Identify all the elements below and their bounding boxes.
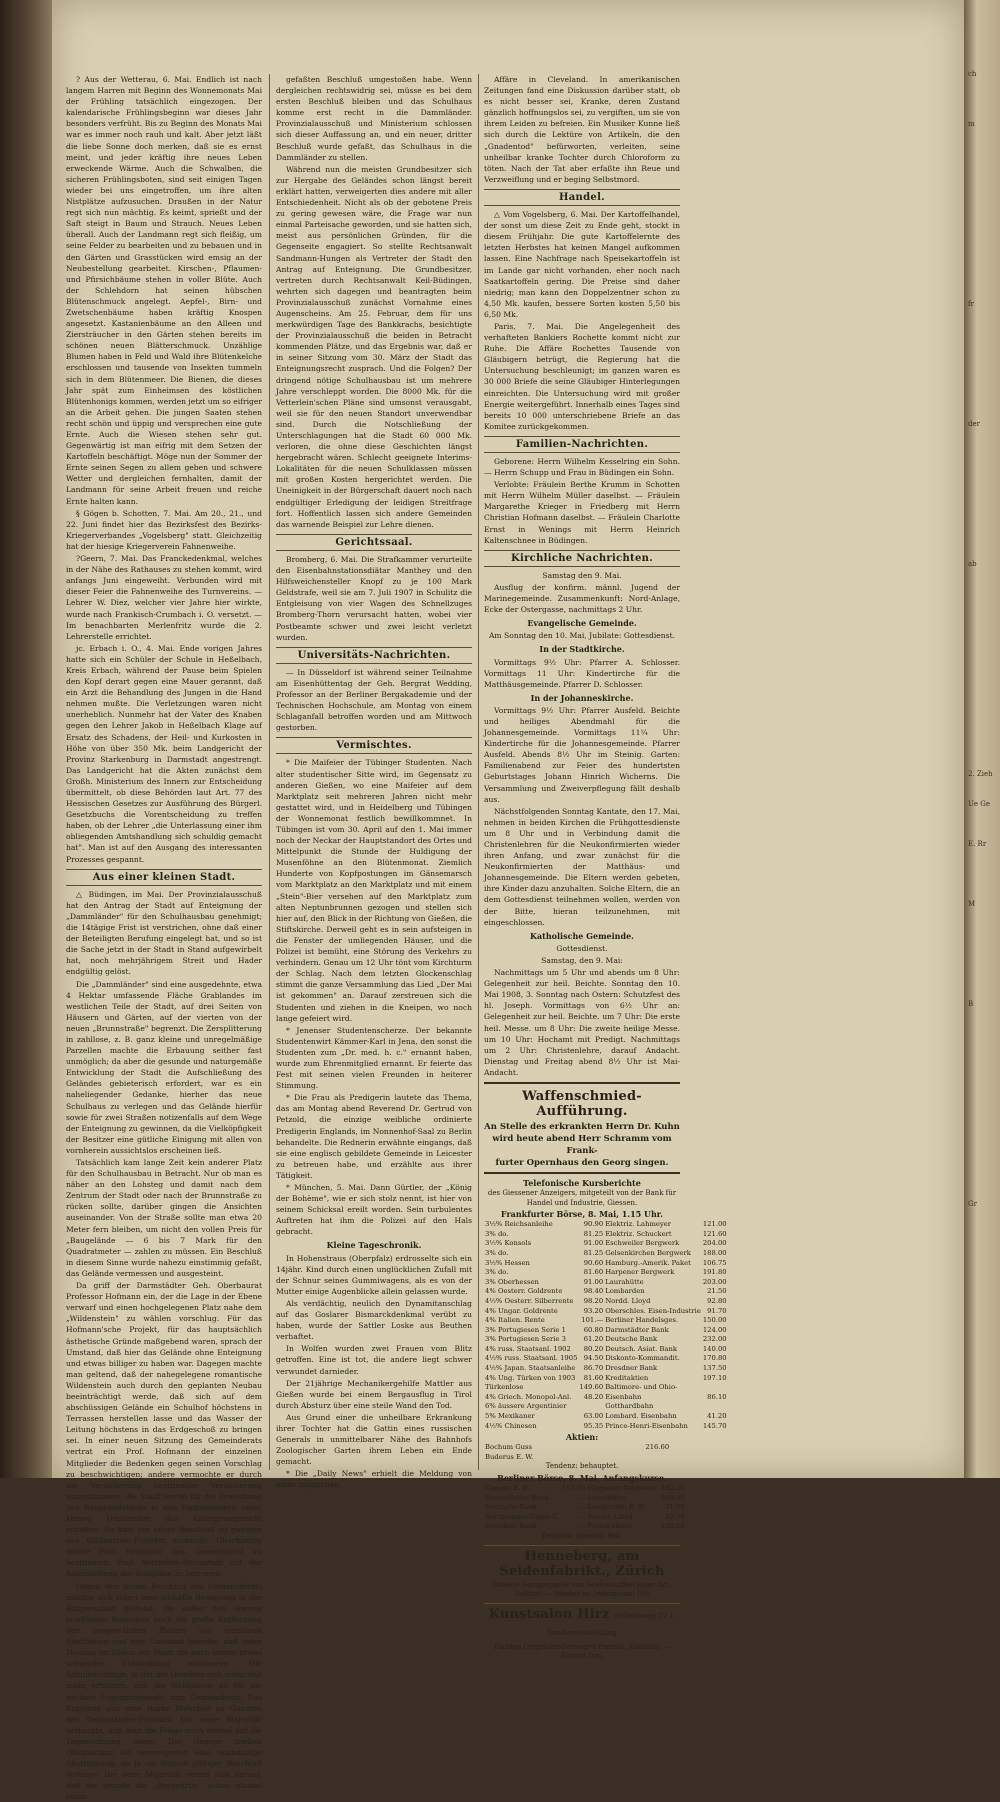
aktien-table [484,1443,680,1462]
article-buedingen-cont-1: gefaßten Beschluß umgestoßen habe. Wenn dergleichen rechtswidrig sei, müsse es bei dem ersten Beschluß bleiben und das Schulhaus komme erst recht in die Dammländer. Provinzialausschuß und Ministerium schlossen sich dieser Auffassung an, und ein neuer, dritter Beschluß wurde gefaßt, das Schulhaus in die Dammländer zu stellen. [276,75,472,162]
table-cell: 149.60 [579,1383,604,1392]
table-cell [578,1402,604,1412]
table-cell: Laurahütte [605,1277,644,1286]
ad-waffenschmied [484,1082,680,1174]
table-row [484,1278,728,1288]
article-buedingen-3: Tatsächlich kam lange Zeit kein anderer Platz für den Schulhausbau in Betracht. Nur ob man es näher an den Lohsteg und damit nach dem Zentrum der Stadt oder nach der Brunnstraße zu rücken sollte, darüber gingen die Ansichten auseinander. Von der Straße sollte man etwa 20 Meter fern bleiben, um nicht den vollen Preis für „Baugelände — 6 bis 7 Mark für den Quadratmeter — zahlen zu müssen. Ein Beschluß in diesem Sinne wurde nahezu einstimmig gefaßt, das Gelände vermessen und ausgesteint. [66,1158,262,1278]
table-row [484,1393,728,1403]
table-cell: 3½% Reichsanleihe [485,1220,553,1229]
ad-henneberg [484,1549,680,1600]
edge-fragment: Ue Ge [968,800,991,808]
article-predigerin: * Die Frau als Predigerin lautete das Thema, das am Montag abend Reverend Dr. Gertrud von Petzold, die einzige weibliche ordinierte Predigerin Englands, im Nonnenhof-Saal zu Berlin behandelte. Die Rednerin erwähnte eingangs, daß sie eine englisch gebildete Gemeinde in Leicester zu betreuen habe, und erzählte aus ihrer Tätigkeit. [276,1093,472,1180]
table-row [484,1287,728,1297]
table-cell: 91.00 [583,1277,604,1286]
table-cell: 81.60 [583,1268,604,1277]
table-row [484,1239,728,1249]
ad-henneberg-title: Henneberg, am Seidenfabrikt., Zürich [499,1548,665,1579]
table-cell: 150.10 [660,1522,685,1531]
divider [484,1603,680,1604]
article-vogelsberg: △ Vom Vogelsberg, 6. Mai. Der Kartoffelhandel, der sonst um diese Zeit zu Ende geht, stockt in diesem Frühjahr. Die gute Kartoffelernte des letzten Herbstes hat keinen Mangel aufkommen lassen. Eine Nachfrage nach Speisekartoffeln ist im Lande gar nicht vorhanden, eher noch nach Saatkartoffeln gering. Die Preise sind daher niedrig; man kann den Doppelzentner schon zu 4,50 Mk. kaufen, bessere Sorten kosten 5,50 bis 6,50 Mk. [484,210,680,319]
table-row [484,1383,728,1393]
table-cell [702,1402,728,1412]
table-row [484,1354,728,1364]
table-cell: 3% Portugiesen Serie 1 [485,1325,566,1334]
section-heading-handel: Handel. [484,189,680,206]
section-heading-tageschronik: Kleine Tageschronik. [326,1240,422,1251]
table-row [484,1422,728,1432]
edge-fragment: ch [968,70,977,78]
section-heading-vermischtes: Vermischtes. [276,737,472,754]
church-note: Nächstfolgenden Sonntag Kantate, den 17. Mai, nehmen in beiden Kirchen die Frühgottesdienste um 8 Uhr und in Verbindung damit die Christenlehren für die Neukonfirmierten wieder ihren Anfang, und zwar zunächst für die Neukonfirmierten der Matthäus- und Johannesgemeinde. Die Eltern werden gebeten, ihre Kinder dazu anzuhalten. Solche Eltern, die an dem Gottesdienst teilnehmen wollen, werden von der Bitte, hieran teilzunehmen, mit eingeschlossen. [484,806,680,927]
next-page-edge [964,0,1000,1478]
section-heading-kleine-stadt: Aus einer kleinen Stadt. [66,869,262,886]
column-rule-1 [269,74,270,1470]
article-buedingen-2: Die „Dammländer" sind eine ausgedehnte, etwa 4 Hektar umfassende Fläche Grablandes im westlichen Teile der Stadt, auf drei Seiten von Häusern und Gärten, auf der vierten von der neuen „Brunnstraße" begrenzt. Die Zersplitterung in zahllose, z. B. ganz kleine und unregelmäßige Parzellen machte die Erbauung seither fast unmöglich; da aber die gesunde und naturgemäße Entwicklung der Stadt die Aufschließung des Geländes gebieterisch erfordert, war es ein naheliegender Gedanke, hierher das neue Schulhaus zu verlegen und das Gelände hierfür sowie für zwei Straßen notizenfalls auf dem Wege der Enteignung zu gewinnen, da die Vielköpfigkeit der Besitzer eine gütliche Einigung mit allen von vornherein aussichtslos erscheinen ließ. [66,979,262,1155]
table-cell: 95.35 [583,1421,604,1430]
table-cell: 90.60 [583,1258,604,1267]
chronik-item: Als verdächtig, neulich den Dynamitanschlag auf das Goslarer Bismarckdenkmal verübt zu haben, wurde der Sattler Loske aus Beuthen verhaftet. [276,1298,472,1342]
table-cell: 92.70 [665,1512,685,1521]
table-cell: 101.— [581,1316,604,1325]
edge-fragment: der [968,420,980,428]
ad-line: An Stelle des erkrankten Herrn Dr. Kuhn [484,1121,680,1132]
tendency-1: Tendenz: behauptet. [545,1462,619,1471]
table-cell: 4½% russ. Staatsanl. 1905 [485,1354,578,1363]
table-row [484,1513,686,1523]
article-erbach: jc. Erbach i. O., 4. Mai. Ende vorigen Jahres hatte sich ein Schüler der Schule in Heßelbach, Kreis Erbach, während der Pause beim Spielen den Kopf derart gegen eine Mauer gerannt, daß ein Arzt die Behandlung des Jungen in die Hand nehmen mußte. Die Verletzungen waren nicht unerheblich. Nunmehr hat der Vater des Knaben gegen den Lehrer Jakob in Heßelbach Klage auf Ersatz des Schadens, der Heil- und Kurkosten in Höhe von über 350 Mk. beim Landgericht der Provinz Starkenburg in Darmstadt angestrengt. Das Landgericht hat die Akten zunächst dem Großh. Ministerium des Innern zur Entscheidung übermittelt, ob diese Behörden laut Art. 77 des Hessischen Gesetzes zur Ausführung des Bürgerl. Gesetzbuchs die Vorentscheidung zu treffen haben, ob der Lehrer „die Unterlassung einer ihm obliegenden Amtshandlung sich schuldig gemacht hat". Man ist auf den Ausgang des interessanten Prozesses gespannt. [66,643,262,864]
table-cell: 191.80 [702,1268,727,1277]
table-row [484,1268,728,1278]
table-cell: Dortmunder-Union C. [485,1512,560,1521]
table-cell: 94.50 [583,1354,604,1363]
table-cell: 90.90 [583,1220,604,1229]
chronik-item: Der 21jährige Mechanikergehilfe Mattler aus Gießen wurde bei einem Bergausflug in Tirol durch Absturz über eine steile Wand den Tod. [276,1378,472,1410]
table-cell: 4% Griech. Monopol-Anl. [485,1392,572,1401]
table-cell: Oberschles. Eisen-Industrie [605,1306,701,1315]
table-row [484,1297,728,1307]
table-cell: 4% russ. Staatsanl. 1902 [485,1344,571,1353]
table-cell: 203.00 [702,1277,727,1286]
table-row [484,1494,686,1504]
ad-henneberg-line: Direkte Bezugsquelle von Seidenstoffen jeder Art. [493,1580,671,1589]
table-cell: Canada E. B. [485,1484,530,1492]
table-cell: 192.30 [660,1484,685,1492]
subheading-katholisch: Katholische Gemeinde. [530,930,634,941]
catholic-services: Nachmittags um 5 Uhr und abends um 8 Uhr: Gelegenheit zur heil. Beichte. Sonntag den 10. Mai 1908, 3. Sonntag nach Ostern: Schutzfest des hl. Joseph. Vormittags von 6½ Uhr an: Gelegenheit zur heil. Beichte. um 7 Uhr: Die erste heil. Messe. um 8 Uhr: Die zweite heilige Messe. um 10 Uhr: Hochamt mit Predigt. Nachmittags um 2 Uhr: Christenlehre, darauf Andacht. Dienstag und Freitag abend 8½ Uhr ist Mai-Andacht. [484,968,680,1077]
table-cell: 121.60 [702,1229,727,1238]
table-cell: Türkenlose [485,1383,524,1392]
table-cell: 5% Mexikaner [485,1412,535,1421]
family-engagements: Verlobte: Fräulein Berthe Krumm in Schotten mit Herrn Wilhelm Müller daselbst. — Fräulein Margarethe Krieger in Friedberg mit Herrn Christian Hofmann daselbst. — Fräulein Charlotte Ernst in Wenings mit Herrn Heinrich Kaltenschnee in Büdingen. [484,480,680,545]
ad-line: furter Opernhaus den Georg singen. [495,1157,669,1168]
table-cell: Darmstädter Bank [605,1325,669,1334]
table-cell: 188.00 [702,1248,727,1257]
table-cell: Dresdner Bank [485,1522,537,1531]
edge-fragment: M [968,900,976,908]
edge-fragment: ab [968,560,977,568]
table-cell: 93.20 [583,1306,604,1315]
column-3 [484,74,727,1661]
evangelical-date: Am Sonntag den 10. Mai, Jubilate: Gottesdienst. [488,631,676,641]
chronik-item: In Wolfen wurden zwei Frauen vom Blitz getroffen. Eine ist tot, die andere liegt schwer verwundet darnieder. [276,1344,472,1376]
table-cell: 106.75 [702,1258,727,1267]
table-cell: 86.10 [707,1392,727,1401]
table-cell: 6% äussere Argentinier [485,1402,567,1411]
table-cell: Lombarden E. B. [587,1503,646,1512]
table-cell: 21.50 [707,1287,727,1296]
table-cell: Prince-Henri-Eisenbahn [605,1421,688,1430]
article-paris: Paris, 7. Mai. Die Angelegenheit des verhafteten Bankiers Rochette kommt nicht zur Ruhe. Die Affäre Rochettes Tausende von Gläubigern betrügt, die Regierung hat die Untersuchung beschleunigt; im ganzen waren es 30 000 Briefe die seine Gläubiger Hinterlegungen einreichten. Die Untersuchung wird mit großer Energie weitergeführt. Innerhalb eines Tages sind bereits 10 000 unterschriebene Briefe an das Komitee zurückgekommen. [484,321,680,431]
table-cell: Harpener Bergwerk [605,1268,675,1277]
table-cell [702,1383,728,1393]
table-cell: 3½% Konsols [485,1239,532,1248]
edge-fragment: E. Rr [968,840,987,848]
section-heading-gerichtssaal: Gerichtssaal. [276,534,472,551]
table-row [484,1345,728,1355]
table-cell: 3% Portugiesen Serie 3 [485,1335,566,1344]
table-cell: 98.20 [583,1296,604,1305]
family-births: Geborene: Herrn Wilhelm Kesselring ein Sohn. — Herrn Schupp und Frau in Büdingen ein Sohn. [484,457,680,478]
table-cell: 232.00 [702,1335,727,1344]
tendency-2: Tendenz: ziemlich fest. [541,1531,623,1540]
article-buedingen-cont-2: Während nun die meisten Grundbesitzer sich zur Hergabe des Geländes schon längst bereit erklärt hatten, verweigerten dies andere mit aller Entschiedenheit. Nicht als ob der gebotene Preis zu gering gewesen wäre, die Frage war nun einmal Parteisache geworden, und sie hatten sich, meist aus persönlichen Gründen, für die Gegenseite engagiert. So stellte Rechtsanwalt Sandmann-Hungen als Vertreter der Stadt den Antrag auf Enteignung. Die Grundbesitzer, vertreten durch Rechtsanwalt Keil-Büdingen, wehrten sich dagegen und beantragten beim Provinzialausschuß zunächst Vornahme eines Augenscheins. Am 25. Februar, dem für uns merkwürdigen Tage des Bankkrachs, besichtigte der Provinzialausschuß die beiden in Betracht kommenden Plätze, und das Ergebnis war, daß er in seiner Sitzung vom 30. März der Stadt das Enteignungsrecht zusprach. Und die Folgen? Der dringend nötige Schulhausbau ist um mehrere Jahre verschleppt worden. Die 8000 Mk. für die Vetterlein'schen Pläne sind umsonst verausgabt, weil sie für den neuen Standort unverwendbar sind. Durch die Notschließung der Unterschlagungen hat die Stadt 60 000 Mk. verloren, die ohne diese Geschichten längst hergebracht wären. Schlecht geeignete Interims-Lokalitäten für die neuen Schulklassen müssen mit großen Kosten hergerichtet werden. Die Uneinigkeit in der Bürgerschaft dauert noch nach endgültiger Erledigung der leidigen Streitfrage fort. Hoffentlich lassen sich andere Gemeinden das warnende Beispiel zur Lehre dienen. [276,164,472,529]
edge-fragment: m [968,120,975,128]
church-date: Samstag den 9. Mai. [542,570,622,580]
table-row [484,1412,728,1422]
chronik-item: * Die „Daily News" erhielt die Meldung von einer tragischen [276,1469,472,1490]
table-cell: 140.00 [702,1344,727,1353]
table-cell [675,1453,680,1463]
table-cell: 81.60 [583,1373,604,1382]
frankfurt-table [484,1220,728,1431]
article-buedingen-4: Da griff der Darmstädter Geh. Oberbaurat Professor Hofmann ein, der die Lage in der Ebene verwarf und einen hochgelegenen Platz nahe dem „Wildenstein" zu wählen vorschlug. Für das Hofmann'sche Projekt, für das hauptsächlich ästhetische Gründe maßgebend waren, sprach der Umstand, daß hier das Gelände ohne Enteignung und etwas billiger zu haben war. Dagegen machte man geltend, daß der nahegelegene romantische Wildenstein auch durch den geplanten Neubau beeinträchtigt werde, daß sich auf dem abschüssigen Gelände ein Schulhof höchstens in Terrassen herstellen lasse und das Wasser der Leitung höchstens in das Erdgeschoß zu bringen sei. In einer neuen Sitzung des Gemeinderats vertrat ein Prof. Hofmann der einzelnen Mitglieder die Bedenken gegen seinen Vorschlag zu beschwichtigen; andere vermochte er durch die Versicherung bestimmter Versicherung umzustimmen, die Stadt werde für die Erwerbung des Baugrundstücks in den Dammländern unter keinen Umständen das Enteignungsrecht erhalten. So kam ein neuer Beschluß zu gunsten des Wildenstein-Projekts zustande. Gleichzeitig wußte Prof. Hofmann den Gemeinderat zu bestimmen, Prof. Vetterlein-Darmstadt mit der Ausarbeitung der Baupläne zu betrauen. [66,1281,262,1579]
table-cell: 3% Oberhessen [485,1277,539,1286]
table-row [484,1307,728,1317]
section-heading-kirchlich: Kirchliche Nachrichten. [484,550,680,567]
table-cell: Nordd. Lloyd [605,1296,651,1305]
table-cell: 86.70 [583,1364,604,1373]
table-cell: 4½% Chinesen [485,1421,537,1430]
edge-fragment: fr [968,300,974,308]
catholic-subtitle: Gottesdienst. [556,943,608,953]
table-cell: Lombard. Eisenbahn [605,1412,677,1421]
article-buedingen-1: △ Büdingen, im Mai. Der Provinzialausschuß hat den Antrag der Stadt auf Enteignung der „Dammländer" für den Schulhausbau genehmigt; die 14tägige Frist ist verstrichen, ohne daß einer der Beteiligten Berufung eingelegt hat, und so ist die Sache jetzt in der Stadt in Stand aufgewirbelt hat, noch mehrjährigem Streit und Hader endgültig gelöst. [66,889,262,977]
table-row [484,1249,728,1259]
divider [484,1545,680,1546]
section-heading-universitaet: Universitäts-Nachrichten. [276,647,472,664]
stadtkirche-services: Vormittags 9½ Uhr: Pfarrer A. Schlosser. Vormittags 11 Uhr: Kindertirche für die Matthäusgemeinde. Pfarrer D. Schlosser. [484,657,680,689]
table-cell: Nordd. Lloyd [587,1512,633,1521]
table-cell: 3% do. [485,1229,509,1238]
table-row [484,1364,728,1374]
johanneskirche-services: Vormittags 9½ Uhr: Pfarrer Ausfeld. Beichte und heiliges Abendmahl für die Johannesgemeinde. Vormittags 11¼ Uhr: Kindertirche für die Johannesgemeinde. Pfarrer Ausfeld. Abends 8½ Uhr im Steinig. Garten: Familienabend zur Feier des hundertsten Geburtstages Johann Hinrich Wicherns. Die Versammlung und Zweiverpflegung fällt deshalb aus. [484,705,680,804]
table-cell: 204.00 [702,1239,727,1248]
berlin-heading: Berliner Börse, 8. Mai, Anfangskurse. [497,1473,667,1483]
table-cell: 63.00 [583,1412,604,1421]
table-cell: 41.20 [707,1412,727,1421]
table-cell: 21.50 [665,1503,685,1512]
stock-report [484,1177,727,1542]
table-cell: — [578,1503,586,1512]
article-muenchen: * München, 5. Mai. Dann Gürtler, der „König der Bohème", wie er sich stolz nennt, ist hier von seinem Schicksal ereilt worden. Sein turbulentes Auftreten hat ihm die Polizei auf den Hals gebracht. [276,1183,472,1237]
table-cell: Harpener Bergwerk. [587,1484,659,1492]
table-row [484,1484,686,1494]
table-cell: 137.50 [702,1364,727,1373]
table-cell: 121.00 [702,1220,727,1229]
table-cell: 81.25 [583,1248,604,1257]
table-cell: 98.40 [583,1287,604,1296]
table-cell: Baltimore- und Ohio- [605,1383,678,1392]
table-cell: 170.80 [702,1354,727,1363]
ad-hirz-line: Farbige Originalradierungen französ. Künstler. — Eintritt frei. [493,1642,670,1661]
article-wetterau: ? Aus der Wetterau, 6. Mai. Endlich ist nach langem Harren mit Beginn des Wonnemonats Mai der Frühling tatsächlich eingezogen. Der kalendarische Frühlingsbeginn war dieses Jahr besonders verfrüht. Bis zu Beginn des Monats Mai war es immer noch rauh und kalt. Aber jetzt läßt die liebe Sonne doch merken, daß sie es ernst meint, und jeder kräftig ihre neues Leben erweckende Wärme. Auch die Schwalben, die sicheren Frühlingsboten, sind seit einigen Tagen wieder bei uns eingetroffen, um ihre alten Nistplätze aufzusuchen. Draußen in der Natur regt sich nun mächtig. Es keimt, sprießt und der Saft steigt in Baum und Strauch. Neues Leben überall. Auch der Landmann regt sich fleißig, um seine Felder zu bearbeiten und zu bebauen und in den Gärten und Grasstücken wird emsig an der Neubestellung gearbeitet. Kirschen-, Pflaumen- und Pfirsichbäume stehen in voller Blüte. Auch der Schlehdorn hat seinen hübschen Blütenschmuck angelegt. Aepfel-, Birn- und Zwetschenbäume haben kräftig Knospen angesetzt. Kastanienbäume an den Alleen und Ziersträucher in den Gärten stehen bereits im schönen neuen Blätterschmuck. Unzählige Blumen haben in Feld und Wald ihre Blütenkelche erschlossen und tausende von Insekten tummeln sich in dem Blütenmeer. Die Bienen, die dieses Jahr spät zum Einheimsen des köstlichen Blütenhonigs kommen, werden jetzt um so eifriger an die Arbeit gehen. Die jungen Saaten stehen recht schön und üppig und versprechen eine gute Ernte. Auch die Wiesen stehen sehr gut. Gegenwärtig ist man eifrig mit dem Setzen der Kartoffeln beschäftigt. Möge nun der Sommer der Ernte seinen Segen zu allem geben und schwere Wetter und dergleichen fernhalten, damit der Landmann für seine Arbeit freuen und reiche Ernte halten kann. [66,75,262,506]
table-cell: Laurahütte [587,1493,626,1502]
table-cell: 197.10 [702,1373,727,1382]
table-row [484,1316,728,1326]
table-cell: 145.70 [702,1421,727,1430]
table-cell: 3% do. [485,1248,509,1257]
article-jena: * Jenenser Studentenscherze. Der bekannte Studentenwirt Kämmer-Karl in Jena, den sonst die Studenten zum „Dr. med. h. c." ernannt haben, wurde zum Ehrenmitglied ernannt. Er feierte das Fest mit seinen vielen Freunden in heiterer Stimmung. [276,1025,472,1091]
table-cell: 216.60 [645,1443,670,1452]
table-cell: 48.20 [583,1392,604,1401]
table-cell: 80.20 [583,1344,604,1353]
subheading-evangelisch: Evangelische Gemeinde. [527,618,637,629]
table-cell: Elektriz. Schuckert [605,1229,672,1238]
table-cell: 61.20 [583,1335,604,1344]
aktien-heading: Aktien: [565,1432,599,1443]
table-row [484,1453,680,1463]
table-row [484,1230,728,1240]
subheading-johanneskirche: In der Johanneskirche. [530,692,634,703]
ad-line: wird heute abend Herr Schramm vom Frank- [492,1133,672,1156]
column-rule-2 [478,74,479,1470]
column-1 [66,74,262,1802]
frankfurt-heading: Frankfurter Börse, 8. Mai, 1.15 Uhr. [500,1209,664,1220]
table-cell [675,1443,680,1453]
stock-report-subtitle: des Giessener Anzeigers, mitgeteilt von der Bank für Handel und Industrie, Giessen. [487,1188,677,1207]
article-buedingen-5: Gegen den neuen Beschluß des Gemeinderats machte sich sofort eine lebhafte Bewegung in der Bürgerschaft geltend, die außer den obenen erwähnten Bedenken noch die große Entfernung des neugewählten Platzes von einzelnen Stadtteilen und den Umstand betonte, daß jeder Neubau im Süden der Stadt die noch immer etwas schwache Entwicklung erschwere. Die Schulhausfrage, in der die Gemüter sich mehr und mehr erhitzten, gab die Wahlparole ab für die nächste Ergänzungswahl zum Gemeinderat: Das Ergebnis war eine starke Mehrheit zu Gunsten des Dammländer-Projekts. Die neue Majorität verlangte, daß man die Frage noch einmal auf die Tagesordnung setze. Die Gegner trieben Obstruktion; sie verweigerten eine nochmalige Abstimmung, da ja ein formell gültiger Beschluß vorliege. Die neue Majorität verlief sich darauf, daß sie gerade die „Bergpartie" schon einmal einen [66,1581,262,1802]
edge-fragment: Gr [968,1200,977,1208]
ad-hirz-side: Seltersweg 22 I. Sonderausstellung [547,1611,676,1637]
table-cell [607,1453,670,1463]
table-cell: Lombarden [605,1287,645,1296]
edge-fragment: B [968,1000,974,1008]
article-bromberg: Bromberg, 6. Mai. Die Strafkammer verurteilte den Eisenbahnstationsdiätar Manthey und den Hilfsweichensteller Knopf zu je 100 Mark Geldstrafe, weil sie am 7. Juli 1907 in Schulitz die Entgleisung von vier Wagen des Schnellzuges Bromberg-Thorn verursacht hatten, wobei vier Postbeamte schwer und zwei leicht verletzt wurden. [276,554,472,642]
ad-hirz-title: Kunstsalon Hirz Seltersweg 22 I. Sonderausstellung [488,1606,676,1637]
table-row [484,1443,680,1453]
table-cell: Gotthardbahn [605,1402,654,1411]
table-cell: 124.00 [702,1325,727,1334]
table-cell: Dresdner Bank [605,1364,658,1373]
ad-henneberg-mark: D¼ [637,1590,650,1599]
table-row [484,1220,728,1230]
table-cell: Bochum Guss [485,1443,533,1452]
ad-waffenschmied-title: Waffenschmied-Aufführung. [522,1088,642,1119]
table-cell: 4½% Oesterr. Silberrente [485,1296,574,1305]
table-row [484,1522,686,1532]
table-cell: Hamburg.-Amerik. Paket [605,1258,691,1267]
table-cell: Eisenbahn [605,1392,642,1401]
church-excursion: Ausflug der konfirm. männl. Jugend der Marinegemeinde. Zusammenkunft: Nord-Anlage, Ecke der Ostergasse, nachmittags 2 Uhr. [484,582,680,615]
table-cell: 4% Ungar. Goldrente [485,1306,558,1315]
berlin-table [484,1484,686,1532]
table-row [484,1374,728,1384]
article-maifeier: * Die Maifeier der Tübinger Studenten. Nach alter studentischer Sitte wird, im Gegensatz zu anderen Gießen, wo eine Maifeier auf dem Marktplatz seit mehreren Jahren nicht mehr gestattet wird, und in Heidelberg und Tübingen der Wonnemonat festlich bewillkommnet. In Tübingen ist vom 30. April auf den 1. Mai immer noch der Neckar der Hauptstandort des Ortes und Mittelpunkt die Stunde der Huldigung der Musenföhne an den Blütenmonat. Ziemlich Hunderte von Kopfpostungen im Gänsemarsch vom Marktplatz an den Marktplatz und mit einem „Stein"-Bier versehen auf den Marktplatz zum alten Neptunbrunnen gezogen und stellen sich hier auf, den Blick in der Richtung von Gießen, die Stiftskirche. Derweil geht es in sein aufsteigen in die Fenster der umliegenden Häuser, und die Polizei ist bemüht, eine Störung des Verkehrs zu verhindern. Genau um 12 Uhr tönt vom Kirchturm der Schlag. Nach dem letzten Glockenschlag stimmt die ganze Versammlung das Lied „Der Mai ist gekommen" an. Darauf zerstreuen sich die Studenten und ziehen in die Kneipen, wo noch lange gefeiert wird. [276,758,472,1023]
table-cell: — [578,1512,586,1521]
table-cell: 92.80 [707,1296,727,1305]
section-heading-familien: Familien-Nachrichten. [484,436,680,453]
table-cell: Eschweiler Bergwerk [605,1239,680,1248]
column-2 [276,74,472,1490]
edge-fragment: 2. Zieh [968,770,993,778]
table-cell: — [578,1522,586,1531]
catholic-date: Samstag, den 9. Mai: [541,955,623,965]
table-cell: 203.50 [660,1493,685,1502]
table-cell: Darmstädter Bank [485,1493,549,1502]
table-cell: 4% Oesterr. Goldrente [485,1287,563,1296]
table-cell: 4½% Japan. Staatsanleihe [485,1364,576,1373]
stock-report-title: Telefonische Kursberichte [523,1177,641,1188]
table-row [484,1259,728,1269]
table-cell: Gelsenkirchen Bergwerk [605,1248,691,1257]
chronik-item: Aus Grund einer die unheilbare Erkrankung ihrer Tochter hat die Gattin eines russischen Generals in unmittelbarer Nähe des Bahnhofs Zoologischer Garten ihrem Leben ein Ende gemacht. [276,1412,472,1467]
article-goegen: § Gögen b. Schotten, 7. Mai. Am 20., 21., und 22. Juni findet hier das Bezirksfest des Bezirks-Kriegerverbandes „Vogelsberg" statt. Gleichzeitig hat der hiesige Kriegerverein Fahnenweihe. [66,508,262,551]
table-cell: 60.80 [583,1325,604,1334]
table-cell: 3% do. [485,1268,509,1277]
ad-henneberg-line: Zollfrei! — Muster an Jedermann! D¼ [514,1590,650,1599]
table-cell: 91.70 [707,1306,727,1315]
table-cell: 81.25 [583,1229,604,1238]
chronik-item: In Hohenstraus (Oberpfalz) erdrosselte sich ein 14jähr. Kind durch einen unglücklichen Zufall mit der Schnur seines Gummiwagens, als es von der Mutter einige Augenblicke allein gelassen wurde. [276,1253,472,1296]
table-row [484,1335,728,1345]
table-row [484,1402,728,1412]
table-cell: 4% Ung. Türken von 1903 [485,1373,576,1382]
table-cell: 3½% Hessen [485,1258,530,1267]
table-cell: Deutsche Bank [485,1503,537,1512]
article-geern: ?Geern, 7. Mai. Das Franckedenkmal, welches in der Nähe des Rathauses zu stehen kommt, wird anfangs Juni eingeweiht. Verbunden wird mit dieser Feier die Fahnenweihe des Turnvereins. — Lehrer W. Diez, welcher vier Jahre hier wirkte, wurde nach Frankisch-Crumbach i. O. versetzt. — Im benachbarten Merlenfritz wurde die 2. Lehrerstelle errichtet. [66,554,262,641]
table-cell: Deutsch. Asiat. Bank [605,1344,677,1353]
table-cell: 4% Italien. Rente [485,1316,545,1325]
table-cell: Diskonto-Kommandit. [605,1354,680,1363]
table-cell: 91.00 [583,1239,604,1248]
table-cell: Deutsche Bank [605,1335,658,1344]
table-cell: 150.00 [702,1316,727,1325]
table-cell: Prince-Henri [587,1522,632,1531]
subheading-stadtkirche: In der Stadtkirche. [539,644,625,655]
book-gutter [0,0,52,1478]
article-cleveland: Affäre in Cleveland. In amerikanischen Zeitungen fand eine Diskussion darüber statt, ob es nicht besser sei, Kranke, deren Zustand gänzlich hoffnungslos sei, zu vergiften, um sie von ihrem Leiden zu befreien. Ein Musiker Kunne ließ sich durch die Lektüre von Artikeln, die den „Gnadentod" befürworten, verleiten, seine unheilbar kranke Tochter durch Chloroform zu töten. Nach der Tat aber erfaßte ihn Reue und Verzweiflung und er beging Selbstmord. [484,75,680,184]
table-cell: 152.90 [561,1484,586,1492]
table-cell: Buderus E. W. [485,1452,534,1461]
article-duesseldorf: — In Düsseldorf ist während seiner Teilnahme am Eisenhüttentag der Geh. Bergrat Wedding, Professor an der Berliner Bergakademie und der Technischen Hochschule, am Montag von einem Schlaganfall betroffen worden und am Mittwoch gestorben. [276,667,472,733]
table-cell: — [578,1493,586,1502]
table-cell: Kreditaktien [605,1373,649,1382]
table-row [484,1503,686,1513]
table-row [484,1326,728,1336]
table-cell: Elektriz. Lahmeyer [605,1220,672,1229]
table-cell: Berliner Handelsges. [605,1316,679,1325]
ad-hirz [484,1607,680,1662]
